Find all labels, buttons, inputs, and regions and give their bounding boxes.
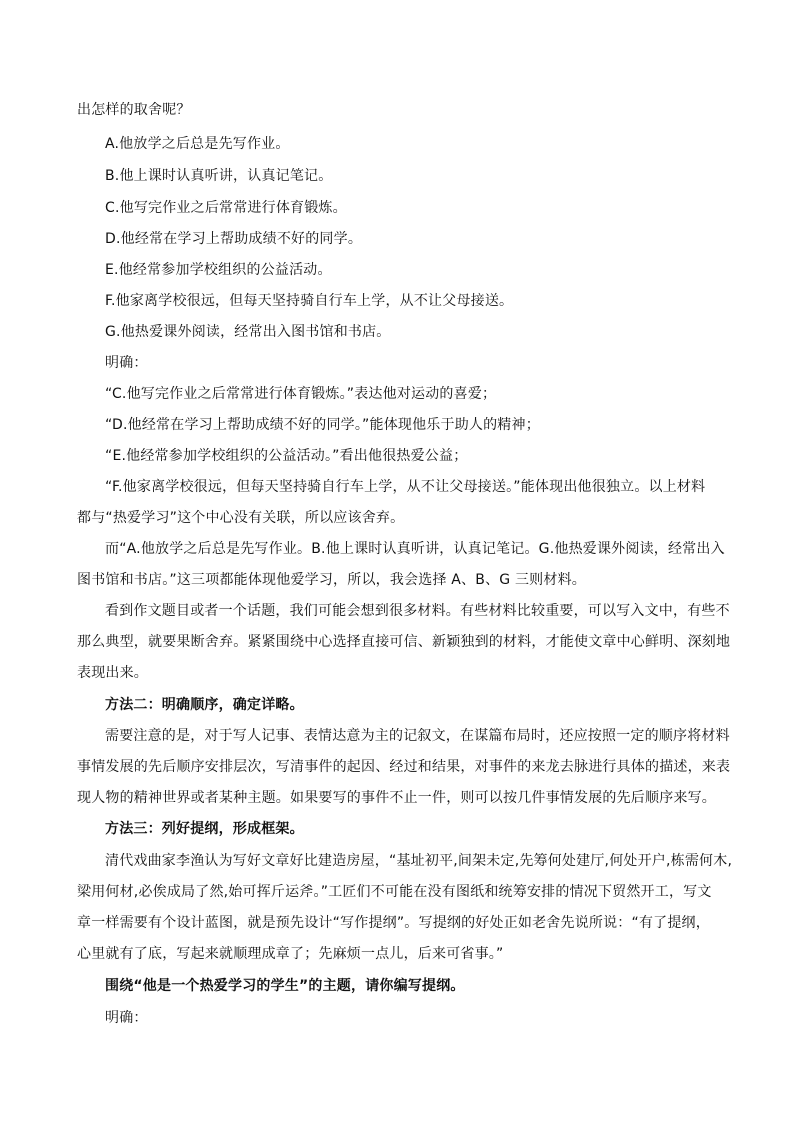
- option-a: A.他放学之后总是先写作业。: [105, 136, 290, 152]
- explanation-line: “E.他经常参加学校组织的公益活动。”看出他很热爱公益；: [105, 448, 468, 464]
- paragraph-line: 那么典型，就要果断舍弃。紧紧围绕中心选择直接可信、新颖独到的材料，才能使文章中心鲜明、深刻地: [77, 634, 731, 650]
- explanation-line: “D.他经常在学习上帮助成绩不好的同学。”能体现他乐于助人的精神；: [105, 417, 540, 433]
- task-instruction: 围绕“他是一个热爱学习的学生”的主题，请你编写提纲。: [105, 978, 465, 994]
- explanation-line: “F.他家离学校很远，但每天坚持骑自行车上学，从不让父母接送。”能体现出他很独立。以上材料: [105, 479, 706, 495]
- paragraph-line: 看到作文题目或者一个话题，我们可能会想到很多材料。有些材料比较重要，可以写入文中，有些不: [105, 603, 730, 619]
- paragraph-line: 需要注意的是，对于写人记事、表情达意为主的记叙文，在谋篇布局时，还应按照一定的顺序将材料: [105, 728, 730, 744]
- method-two-heading: 方法二：明确顺序，确定详略。: [105, 697, 304, 713]
- paragraph-line: 图书馆和书店。”这三项都能体现他爱学习，所以，我会选择 A、B、G 三则材料。: [77, 572, 586, 588]
- answer-label: 明确：: [105, 1010, 148, 1026]
- paragraph-line: 事情发展的先后顺序安排层次，写清事件的起因、经过和结果，对事件的来龙去脉进行具体的描述，来表: [77, 759, 731, 775]
- option-d: D.他经常在学习上帮助成绩不好的同学。: [105, 231, 363, 247]
- option-e: E.他经常参加学校组织的公益活动。: [105, 262, 332, 278]
- paragraph-line: 而“A.他放学之后总是先写作业。B.他上课时认真听讲，认真记笔记。G.他热爱课外阅读，经常出入: [105, 541, 725, 557]
- paragraph-line: 现人物的精神世界或者某种主题。如果要写的事件不止一件，则可以按几件事情发展的先后顺序来写。: [77, 790, 716, 806]
- option-f: F.他家离学校很远，但每天坚持骑自行车上学，从不让父母接送。: [105, 293, 514, 309]
- paragraph-line: 心里就有了底，写起来就顺理成章了；先麻烦一点儿，后来可省事。”: [77, 946, 504, 962]
- paragraph-line: 表现出来。: [77, 665, 148, 681]
- text-line: 出怎样的取舍呢？: [77, 102, 191, 118]
- explanation-line: “C.他写完作业之后常常进行体育锻炼。”表达他对运动的喜爱；: [105, 386, 497, 402]
- option-g: G.他热爱课外阅读，经常出入图书馆和书店。: [105, 324, 391, 340]
- paragraph-line: 清代戏曲家李渔认为写好文章好比建造房屋，“基址初平,间架未定,先筹何处建厅,何处开户,栋需何木,: [105, 853, 733, 869]
- paragraph-line: 章一样需要有个设计蓝图，就是预先设计“写作提纲”。写提纲的好处正如老舍先说所说：“有了提纲，: [77, 915, 710, 931]
- answer-label: 明确：: [105, 355, 148, 371]
- option-b: B.他上课时认真听讲，认真记笔记。: [105, 168, 333, 184]
- explanation-line: 都与“热爱学习”这个中心没有关联，所以应该舍弃。: [77, 510, 405, 526]
- paragraph-line: 梁用何材,必俟成局了然,始可挥斤运斧。”工匠们不可能在没有图纸和统筹安排的情况下贸然开工，写文: [77, 884, 712, 900]
- option-c: C.他写完作业之后常常进行体育锻炼。: [105, 200, 347, 216]
- method-three-heading: 方法三：列好提纲，形成框架。: [105, 821, 304, 837]
